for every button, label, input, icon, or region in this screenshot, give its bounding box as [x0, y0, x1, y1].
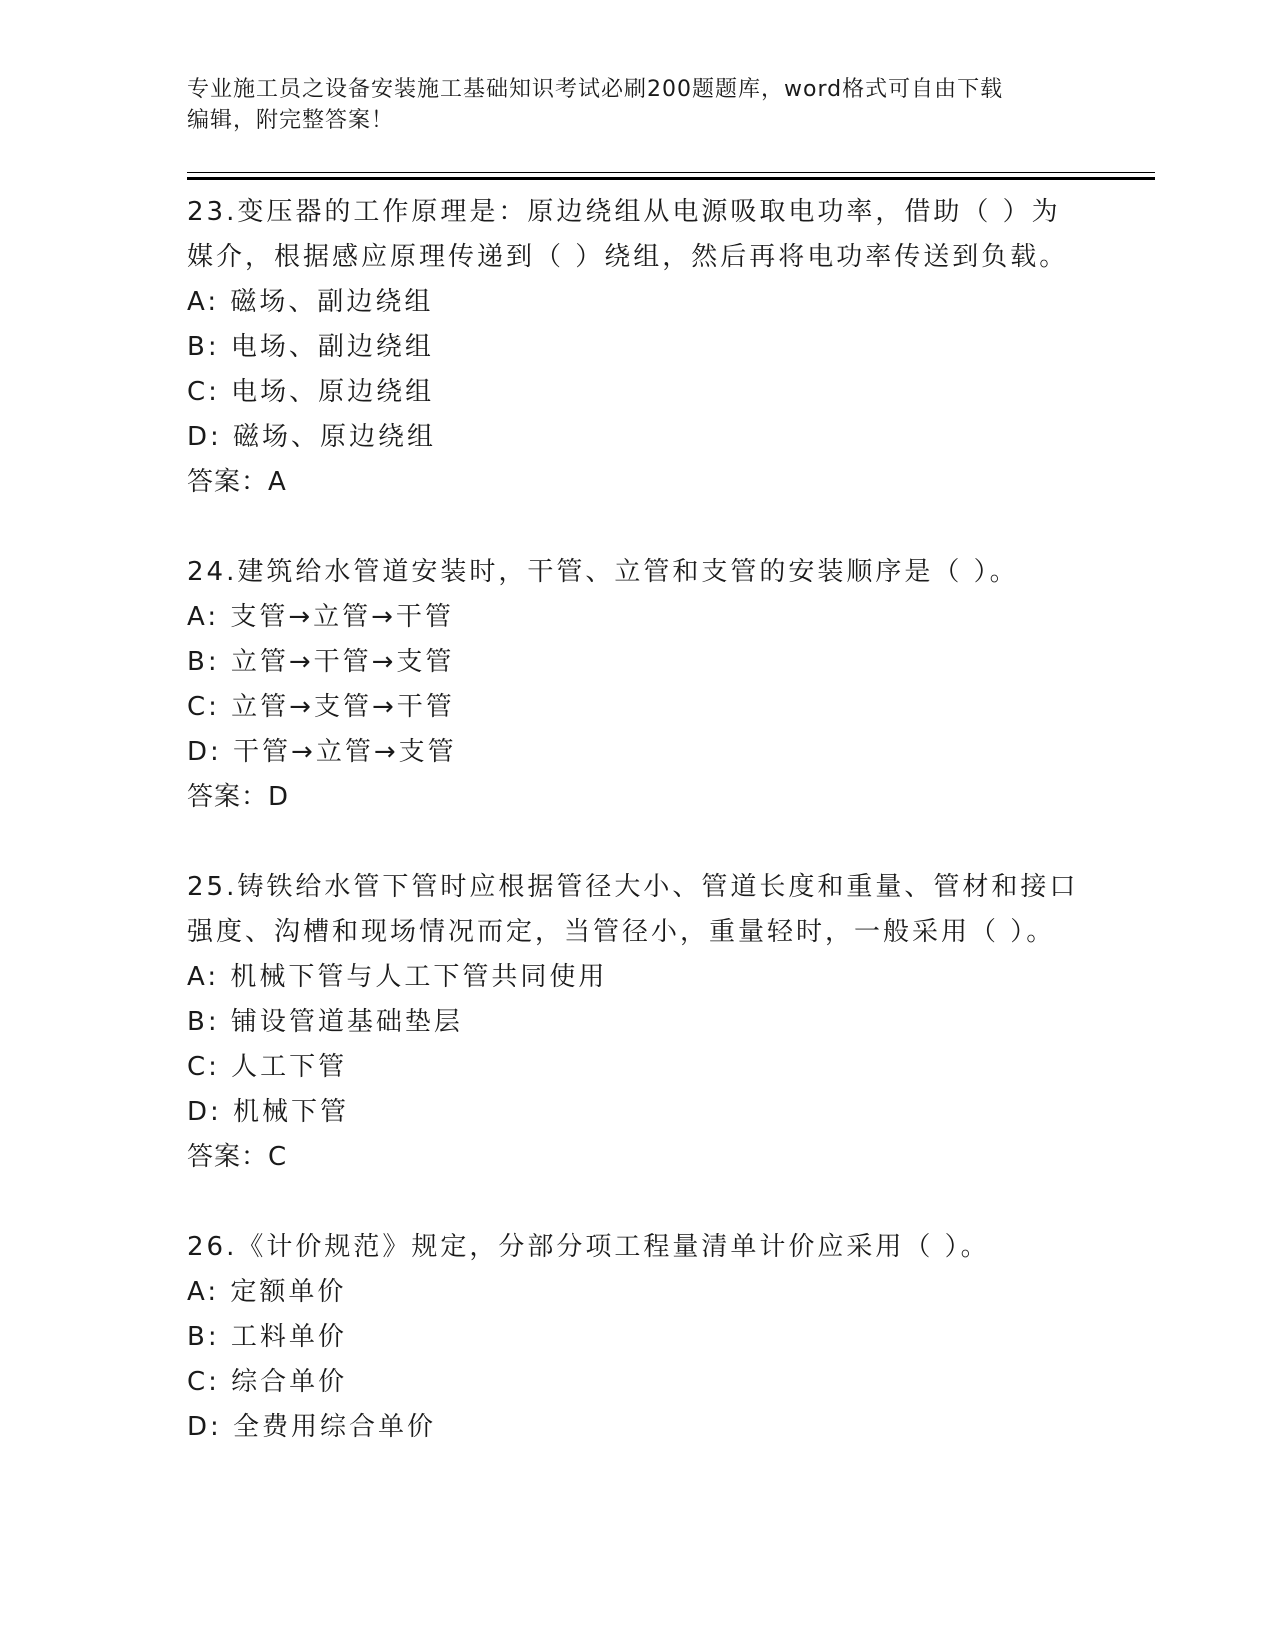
header-divider-thin [187, 172, 1155, 173]
answer-line: 答案：D [187, 782, 290, 812]
option-c: C: 电场、原边绕组 [187, 377, 435, 407]
answer-line: 答案：C [187, 1142, 288, 1172]
header-title-line-2: 编辑，附完整答案！ [187, 108, 395, 133]
header-title-line-1: 专业施工员之设备安装施工基础知识考试必刷200题题库，word格式可自由下载 [187, 77, 1004, 102]
question-stem-line: 强度、沟槽和现场情况而定，当管径小，重量轻时，一般采用（ ）。 [187, 917, 1056, 947]
option-d: D: 干管→立管→支管 [187, 737, 457, 767]
option-b: B: 电场、副边绕组 [187, 332, 434, 362]
question-stem-line: 25.铸铁给水管下管时应根据管径大小、管道长度和重量、管材和接口 [187, 872, 1079, 902]
option-b: B: 铺设管道基础垫层 [187, 1007, 463, 1037]
question-25 [187, 865, 1087, 1180]
option-a: A: 支管→立管→干管 [187, 602, 454, 632]
option-c: C: 立管→支管→干管 [187, 692, 455, 722]
header-divider-thick [187, 177, 1155, 180]
question-23 [187, 190, 1087, 505]
option-a: A: 磁场、副边绕组 [187, 287, 434, 317]
option-c: C: 综合单价 [187, 1367, 348, 1397]
option-b: B: 立管→干管→支管 [187, 647, 455, 677]
question-list [187, 190, 1087, 1495]
option-c: C: 人工下管 [187, 1052, 348, 1082]
answer-line: 答案：A [187, 467, 287, 497]
question-stem-line: 24.建筑给水管道安装时，干管、立管和支管的安装顺序是（ ）。 [187, 557, 1019, 587]
option-d: D: 全费用综合单价 [187, 1412, 437, 1442]
option-b: B: 工料单价 [187, 1322, 347, 1352]
page-header [187, 74, 1067, 136]
option-a: A: 定额单价 [187, 1277, 347, 1307]
option-d: D: 磁场、原边绕组 [187, 422, 437, 452]
question-stem-line: 23.变压器的工作原理是：原边绕组从电源吸取电功率，借助（ ）为 [187, 197, 1061, 227]
question-24 [187, 550, 1087, 820]
question-stem-line: 媒介，根据感应原理传递到（ ）绕组，然后再将电功率传送到负载。 [187, 242, 1069, 272]
question-26 [187, 1225, 1087, 1450]
question-stem-line: 26.《计价规范》规定，分部分项工程量清单计价应采用（ ）。 [187, 1232, 990, 1262]
option-a: A: 机械下管与人工下管共同使用 [187, 962, 608, 992]
option-d: D: 机械下管 [187, 1097, 350, 1127]
